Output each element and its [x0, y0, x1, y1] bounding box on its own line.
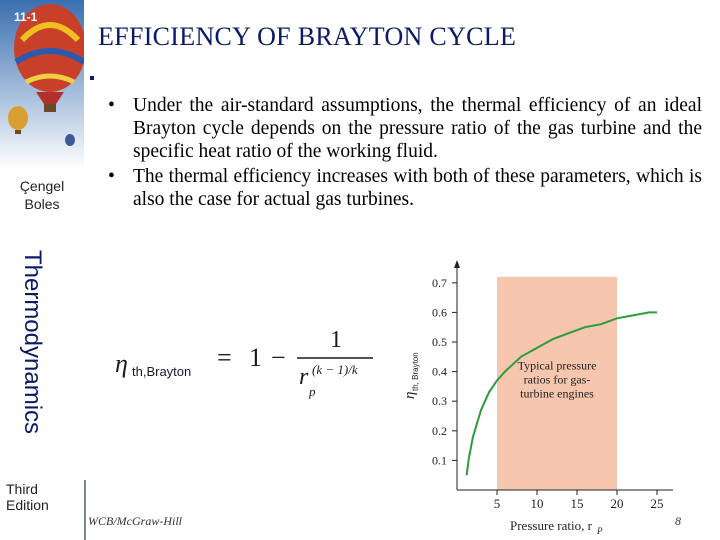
- y-tick-label: 0.2: [432, 423, 447, 438]
- x-tick-label: 20: [610, 496, 624, 511]
- subject-label: [14, 222, 50, 462]
- title-mark: [90, 76, 94, 80]
- x-tick-label: 10: [530, 496, 544, 511]
- y-axis-arrow: [454, 260, 460, 268]
- x-axis-label-sub: P: [597, 526, 603, 536]
- sidebar: [0, 0, 84, 540]
- y-tick-label: 0.5: [432, 335, 447, 349]
- eq-one: 1: [249, 343, 262, 372]
- page-number: 8: [675, 514, 681, 528]
- y-axis-label-sub: th, Brayton: [411, 352, 420, 391]
- y-tick-label: 0.1: [432, 453, 447, 468]
- annotation-line: ratios for gas-: [523, 372, 591, 387]
- eq-denominator-base-sub: p: [309, 384, 316, 399]
- x-axis-label: Pressure ratio, r: [510, 518, 592, 533]
- x-tick-label: 5: [493, 496, 501, 511]
- bullet-item: [108, 165, 702, 211]
- y-tick-label: 0.3: [432, 394, 447, 409]
- slide-number: 11-1: [14, 10, 38, 24]
- x-tick-label: 15: [570, 496, 584, 511]
- author-cengel: Çengel: [19, 178, 65, 194]
- slide-title: EFFICIENCY OF BRAYTON CYCLE: [98, 22, 517, 51]
- publisher-footer: WCB/McGraw-Hill: [88, 514, 182, 528]
- annotation-line: Typical pressure: [517, 358, 597, 373]
- hot-air-balloon-image: [0, 0, 84, 170]
- subject-text: Thermodynamics: [19, 249, 46, 435]
- eq-denominator-exponent: (k − 1)/k: [312, 362, 358, 377]
- eq-minus: −: [271, 343, 286, 372]
- bullet-list: [108, 94, 702, 213]
- bullet-dot: •: [108, 166, 115, 187]
- eq-equals: =: [217, 343, 232, 372]
- y-tick-label: 0.6: [432, 305, 447, 320]
- y-axis-label-group: [402, 352, 420, 399]
- eq-eta: η: [115, 349, 128, 378]
- eq-numerator: 1: [330, 327, 342, 353]
- sidebar-divider: [84, 480, 86, 540]
- y-axis-label: η: [402, 391, 418, 399]
- bullet-text: The thermal efficiency increases with both of these parameters, which is also the case for actual gas turbines.: [133, 166, 702, 210]
- efficiency-chart: [400, 258, 700, 538]
- bullet-item: [108, 94, 702, 163]
- bullet-text: Under the air-standard assumptions, the thermal efficiency of an ideal Brayton cycle depends on the pressure ratio of the gas turbine and the specific heat ratio of the working fluid.: [133, 95, 702, 162]
- bullet-dot: •: [108, 95, 115, 116]
- y-tick-label: 0.7: [432, 275, 447, 290]
- eq-eta-subscript: th,Brayton: [132, 364, 192, 379]
- annotation-line: turbine engines: [520, 386, 594, 401]
- y-tick-label: 0.4: [432, 364, 447, 379]
- edition-label: Third Edition: [6, 481, 49, 513]
- brayton-efficiency-equation: [115, 322, 385, 400]
- x-tick-label: 25: [650, 496, 664, 511]
- eq-denominator-base: r: [299, 364, 309, 390]
- author-boles: Boles: [24, 196, 60, 212]
